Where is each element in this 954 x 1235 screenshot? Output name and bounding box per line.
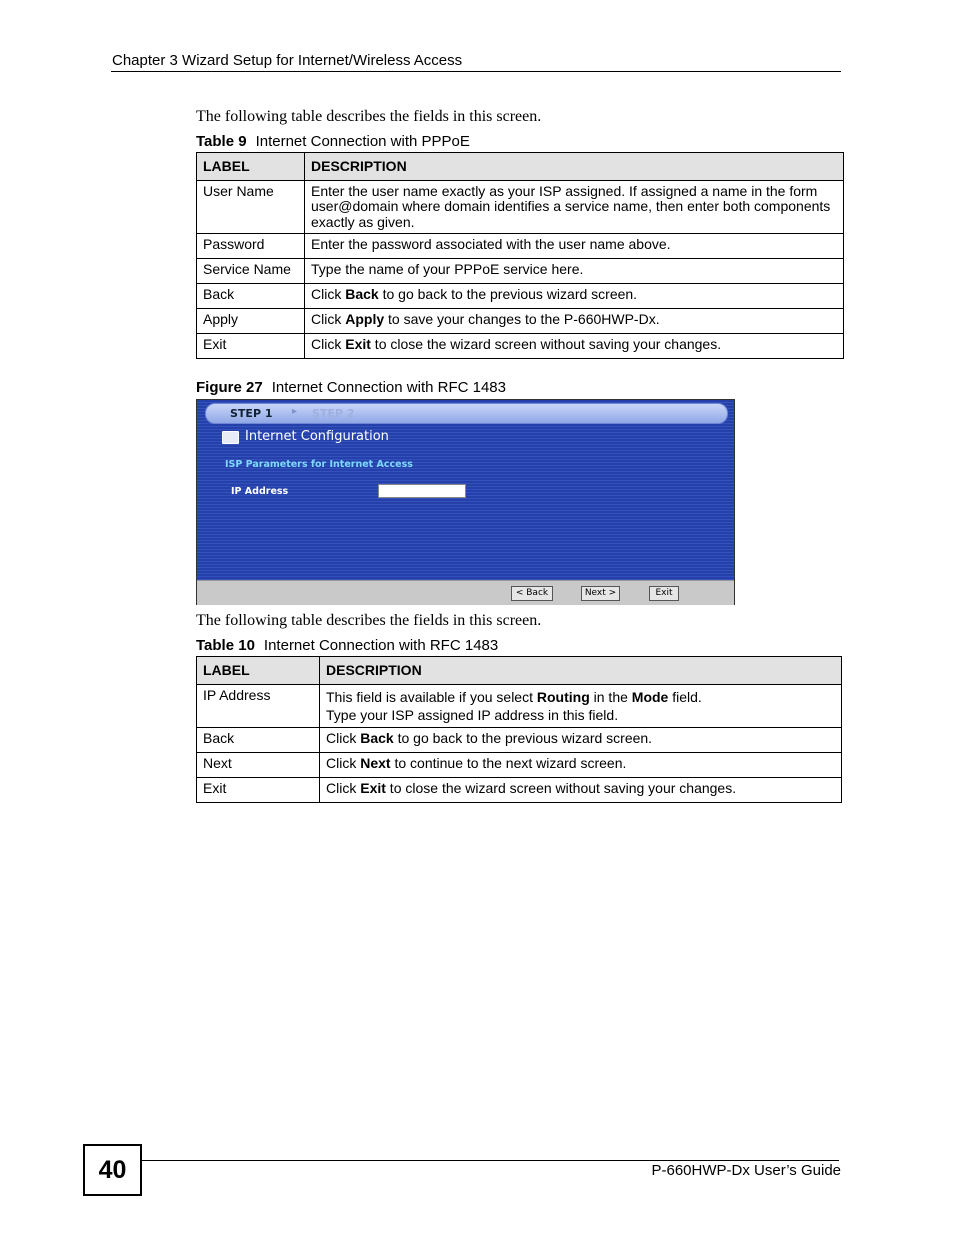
table-header-row — [197, 657, 842, 685]
table-9-caption — [196, 133, 470, 150]
table-row — [197, 752, 842, 777]
row-description — [320, 752, 842, 777]
desc-text: Click — [326, 779, 361, 796]
column-header-description: DESCRIPTION — [305, 153, 844, 181]
row-label: Exit — [197, 334, 305, 359]
step-arrow-icon: ▸ — [292, 406, 298, 417]
table-row — [197, 309, 844, 334]
ip-address-input[interactable] — [378, 484, 466, 498]
desc-text: to go back to the previous wizard screen. — [393, 729, 653, 746]
desc-bold-term: Next — [360, 754, 391, 771]
table-10-number: Table 10 — [196, 637, 255, 654]
exit-button[interactable]: Exit — [649, 586, 679, 601]
table-row — [197, 180, 844, 234]
row-label: Back — [197, 284, 305, 309]
desc-text: to save your changes to the P-660HWP-Dx. — [384, 311, 660, 327]
row-description — [320, 684, 842, 727]
desc-text: Click — [311, 336, 346, 352]
desc-bold-term: Mode — [631, 688, 669, 705]
button-bar — [197, 580, 734, 605]
row-label: Service Name — [197, 259, 305, 284]
folder-icon — [222, 431, 239, 444]
row-description — [320, 727, 842, 752]
column-header-description: DESCRIPTION — [320, 657, 842, 685]
figure-27-number: Figure 27 — [196, 379, 263, 396]
desc-text: to close the wizard screen without saving your changes. — [385, 779, 737, 796]
desc-bold-term: Routing — [536, 688, 590, 705]
desc-text: field. — [668, 688, 702, 705]
row-label: Exit — [197, 777, 320, 802]
table-9 — [196, 152, 844, 359]
desc-text: Click — [311, 286, 346, 302]
column-header-label: LABEL — [197, 153, 305, 181]
intro-paragraph-2: The following table describes the fields in this screen. — [196, 612, 542, 629]
table-header-row — [197, 153, 844, 181]
table-row — [197, 284, 844, 309]
wizard-screenshot — [196, 399, 735, 605]
desc-text: Click — [311, 311, 346, 327]
row-description — [320, 777, 842, 802]
row-label: Password — [197, 234, 305, 259]
figure-27-caption — [196, 379, 506, 396]
desc-text: Click — [326, 729, 361, 746]
intro-paragraph-1: The following table describes the fields in this screen. — [196, 108, 542, 125]
desc-text: to continue to the next wizard screen. — [390, 754, 627, 771]
subsection-title: ISP Parameters for Internet Access — [225, 459, 413, 470]
step-2-label: STEP 2 — [312, 407, 355, 420]
desc-text: Click — [326, 754, 361, 771]
row-description: Enter the user name exactly as your ISP assigned. If assigned a name in the form user@domain where domain identifies a service name, then enter both components exactly as given. — [305, 180, 844, 234]
row-label: IP Address — [197, 684, 320, 727]
row-description: Type the name of your PPPoE service here. — [305, 259, 844, 284]
desc-bold-term: Apply — [345, 311, 385, 327]
desc-bold-term: Exit — [360, 779, 386, 796]
table-10-caption — [196, 637, 498, 654]
column-header-label: LABEL — [197, 657, 320, 685]
table-10 — [196, 656, 842, 803]
table-row — [197, 259, 844, 284]
ip-address-label: IP Address — [231, 486, 289, 497]
figure-27-title: Internet Connection with RFC 1483 — [271, 379, 506, 396]
guide-title: P-660HWP-Dx User’s Guide — [651, 1162, 841, 1179]
desc-bold-term: Exit — [345, 336, 371, 352]
footer-rule — [140, 1160, 839, 1161]
desc-text: This field is available if you select — [326, 688, 537, 705]
desc-bold-term: Back — [345, 286, 379, 302]
desc-bold-term: Back — [360, 729, 394, 746]
table-9-title: Internet Connection with PPPoE — [255, 133, 470, 150]
row-label: Apply — [197, 309, 305, 334]
back-button[interactable]: < Back — [511, 586, 553, 601]
wizard-step-bar — [205, 403, 728, 424]
desc-text: Type your ISP assigned IP address in this field. — [326, 706, 619, 723]
table-row — [197, 684, 842, 727]
row-label: Back — [197, 727, 320, 752]
table-9-number: Table 9 — [196, 133, 247, 150]
desc-text: to close the wizard screen without saving your changes. — [370, 336, 722, 352]
row-label: User Name — [197, 180, 305, 234]
step-1-label[interactable]: STEP 1 — [230, 407, 273, 420]
section-title: Internet Configuration — [245, 429, 389, 444]
row-description — [305, 334, 844, 359]
row-description — [305, 284, 844, 309]
row-label: Next — [197, 752, 320, 777]
table-row — [197, 777, 842, 802]
running-header: Chapter 3 Wizard Setup for Internet/Wireless Access — [112, 52, 463, 69]
row-description: Enter the password associated with the user name above. — [305, 234, 844, 259]
table-row — [197, 727, 842, 752]
next-button[interactable]: Next > — [581, 586, 620, 601]
header-rule — [111, 71, 841, 72]
page-number: 40 — [83, 1144, 142, 1196]
desc-text: to go back to the previous wizard screen. — [378, 286, 638, 302]
table-10-title: Internet Connection with RFC 1483 — [263, 637, 499, 654]
table-row — [197, 234, 844, 259]
table-row — [197, 334, 844, 359]
row-description — [305, 309, 844, 334]
desc-text: in the — [589, 688, 632, 705]
